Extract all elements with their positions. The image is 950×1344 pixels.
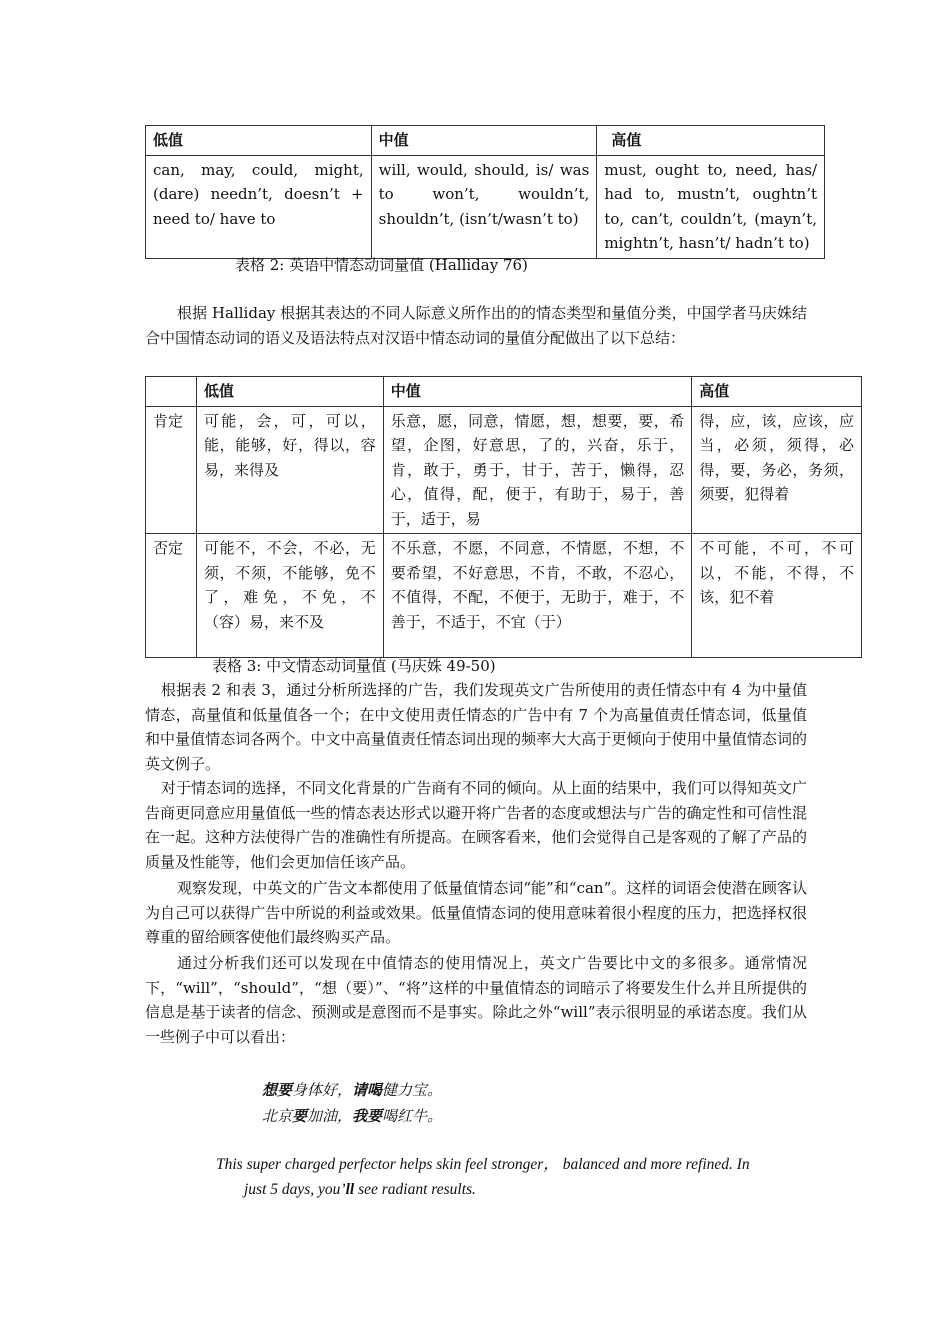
text: 北京	[262, 1107, 293, 1125]
text: 喝红牛。	[382, 1107, 443, 1125]
cell-high: must, ought to, need, has/ had to, mustn’t, oughtn’t to, can’t, couldn’t, (mayn’t, mightn’t, hasn’t/ hadn’t to)	[597, 155, 825, 258]
header-high: 高值	[692, 377, 862, 407]
cell-low: 可能不，不会，不必，无须，不须，不能够，免不了，难免，不免，不（容）易，来不及	[196, 534, 383, 658]
header-low: 低值	[146, 126, 372, 156]
emphasis: 想要	[262, 1081, 293, 1099]
header-mid: 中值	[383, 377, 692, 407]
table-header-row	[146, 126, 825, 156]
cell-mid: 不乐意，不愿，不同意，不情愿，不想，不要希望，不好意思，不肯，不敢，不忍心，不值得，不配，不便于，无助于，难于，不善于，不适于，不宜（于）	[383, 534, 692, 658]
table1-caption: 表格 2: 英语中情态动词量值 (Halliday 76)	[235, 256, 528, 274]
emphasis: ll	[345, 1181, 355, 1198]
paragraph-2: 对于情态词的选择，不同文化背景的广告商有不同的倾向。从上面的结果中，我们可以得知英文广告商更同意应用量值低一些的情态表达形式以避开将广告者的态度或想法与广告的确定性和可信性混在一起。这种方法使得广告的准确性有所提高。在顾客看来，他们会觉得自己是客观的了解了产品的质量及性能等，他们会更加信任该产品。	[145, 779, 807, 871]
header-mid: 中值	[371, 126, 597, 156]
table-row	[146, 534, 862, 658]
text: see radiant results.	[354, 1181, 476, 1198]
emphasis: 请喝	[352, 1081, 383, 1099]
cell-low: can, may, could, might,(dare) needn’t, doesn’t + need to/ have to	[146, 155, 372, 258]
example-english-line-1: This super charged perfector helps skin feel stronger， balanced and more refined. In	[216, 1156, 750, 1173]
row-label: 肯定	[146, 406, 197, 534]
row-label: 否定	[146, 534, 197, 658]
example-chinese-1	[262, 1078, 442, 1102]
example-chinese-2	[262, 1104, 442, 1128]
paragraph-4: 通过分析我们还可以发现在中值情态的使用情况上，英文广告要比中文的多很多。通常情况下，“will”，“should”，“想（要）”、“将”这样的中量值情态的词暗示了将要发生什么并且所提供的信息是基于读者的信念、预测或是意图而不是事实。除此之外“will”表示很明显的承诺态度。我们从一些例子中可以看出：	[145, 954, 807, 1046]
table-row	[146, 406, 862, 534]
table-header-row	[146, 377, 862, 407]
cell-high: 得，应，该，应该，应当，必须，须得，必得，要，务必，务须，须要，犯得着	[692, 406, 862, 534]
table-row	[146, 155, 825, 258]
cell-mid: 乐意，愿，同意，情愿，想，想要，要，希望，企图，好意思，了的，兴奋，乐于，肯，敢于，勇于，甘于，苦于，懒得，忍心，值得，配，便于，有助于，易于，善于，适于，易	[383, 406, 692, 534]
table2-caption: 表格 3: 中文情态动词量值 (马庆姝 49-50)	[212, 657, 496, 675]
text: 身体好，	[292, 1081, 353, 1099]
example-english-line-2	[244, 1177, 476, 1202]
text: just 5 days, you’	[244, 1181, 346, 1198]
emphasis: 要	[292, 1107, 308, 1125]
text: 加油，	[307, 1107, 353, 1125]
paragraph-1: 根据表 2 和表 3，通过分析所选择的广告，我们发现英文广告所使用的责任情态中有 4 为中量值情态，高量值和低量值各一个；在中文使用责任情态的广告中有 7 个为高量值责任情态词，低量值和中量值情态词各两个。中文中高量值责任情态词出现的频率大大高于更倾向于使用中量值情态词的英文例子。	[145, 681, 807, 773]
header-high: 高值	[597, 126, 825, 156]
text: 健力宝。	[382, 1081, 443, 1099]
table-english-modal-values	[145, 125, 825, 259]
paragraph-3: 观察发现，中英文的广告文本都使用了低量值情态词“能”和“can”。这样的词语会使潜在顾客认为自己可以获得广告中所说的利益或效果。低量值情态词的使用意味着很小程度的压力，把选择权很尊重的留给顾客使他们最终购买产品。	[145, 879, 807, 946]
header-low: 低值	[196, 377, 383, 407]
header-blank	[146, 377, 197, 407]
cell-mid: will, would, should, is/ was to won’t, wouldn’t, shouldn’t, (isn’t/wasn’t to)	[371, 155, 597, 258]
emphasis: 我要	[352, 1107, 383, 1125]
intro-paragraph: 根据 Halliday 根据其表达的不同人际意义所作出的的情态类型和量值分类，中国学者马庆姝结合中国情态动词的语义及语法特点对汉语中情态动词的量值分配做出了以下总结：	[145, 304, 807, 347]
table-chinese-modal-values	[145, 376, 862, 658]
cell-high: 不可能，不可，不可以，不能，不得，不该，犯不着	[692, 534, 862, 658]
cell-low: 可能，会，可，可以，能，能够，好，得以，容易，来得及	[196, 406, 383, 534]
